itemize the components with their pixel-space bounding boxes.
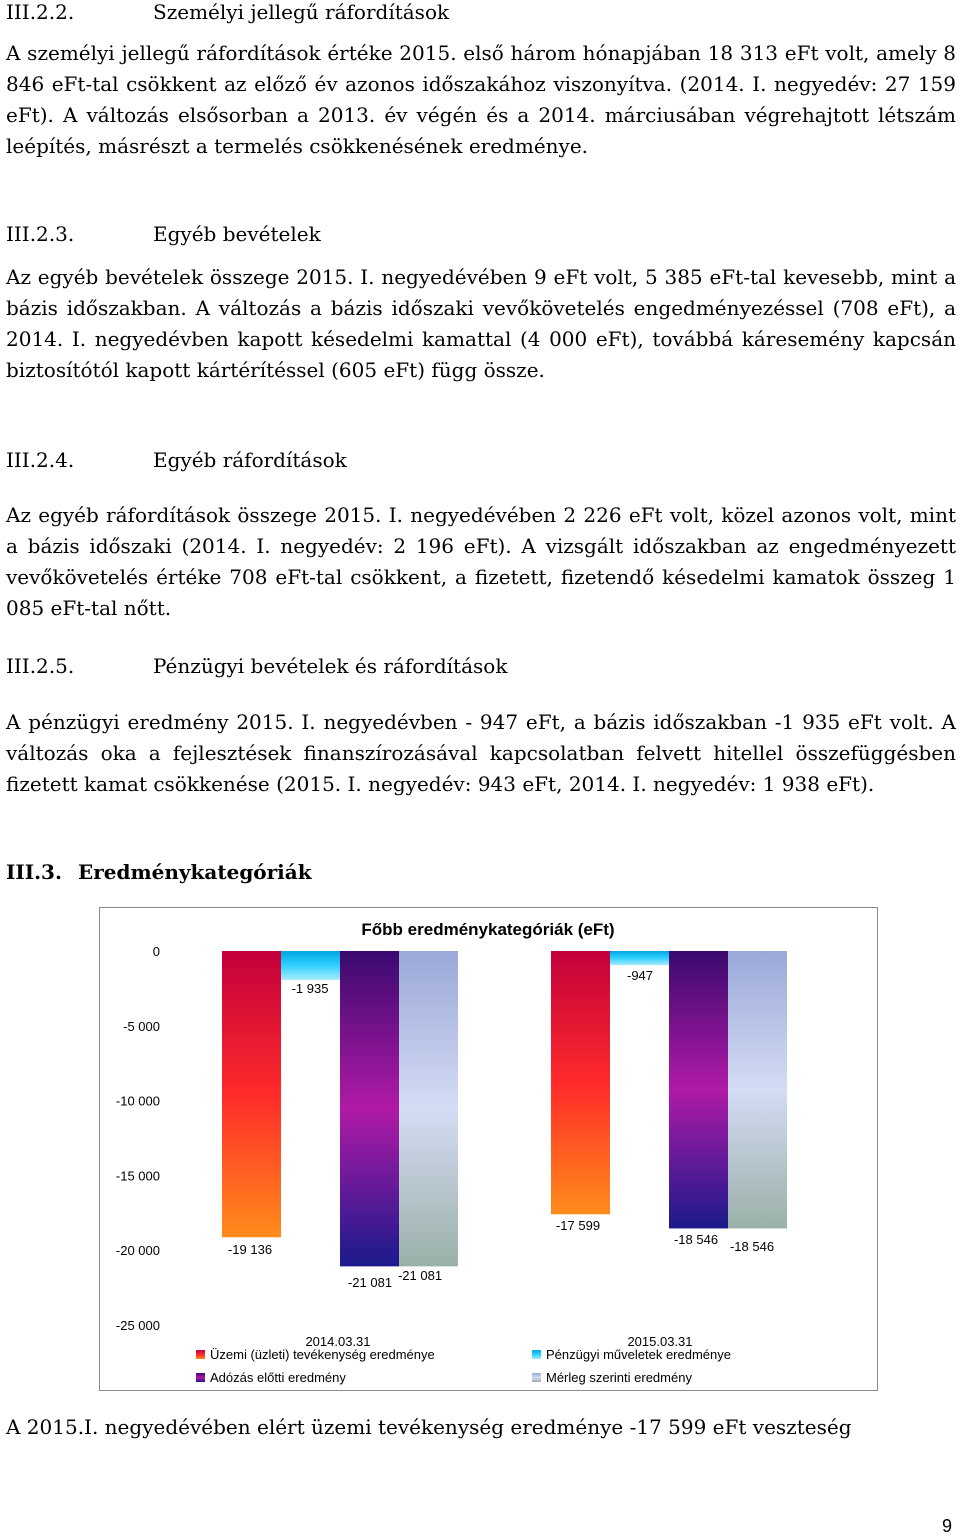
legend-label: Adózás előtti eredmény <box>210 1370 346 1385</box>
legend-swatch <box>532 1373 541 1382</box>
y-tick-label: -20 000 <box>115 1243 160 1259</box>
main-section-number: III.3. <box>6 860 62 884</box>
data-label: -1 935 <box>291 981 329 996</box>
bar <box>281 951 340 980</box>
results-chart-svg <box>100 908 877 1390</box>
legend-label: Mérleg szerinti eredmény <box>546 1370 692 1385</box>
bar <box>399 951 458 1266</box>
bar <box>222 951 281 1237</box>
chart-legend <box>196 1347 731 1385</box>
data-label: -19 136 <box>227 1242 273 1257</box>
y-tick-label: -10 000 <box>115 1093 160 1109</box>
bar <box>669 951 728 1228</box>
y-axis <box>116 944 160 1333</box>
bar <box>610 951 669 965</box>
paragraph-other-income: Az egyéb bevételek összege 2015. I. negyedévében 9 eFt volt, 5 385 eFt-tal kevesebb, mint a bázis időszakban. A változás a bázis időszaki vevőkövetelés engedményezéssel (708 eFt), a 2014. I. negyedévben kapott késedelmi kamattal (4 000 eFt), továbbá káresemény kapcsán biztosítótól kapott kártérítéssel (605 eFt) függ össze. <box>6 265 956 382</box>
x-category-label: 2015.03.31 <box>627 1334 693 1349</box>
section-number: III.2.5. <box>6 654 75 678</box>
legend-swatch <box>196 1350 205 1359</box>
main-section-title: Eredménykategóriák <box>78 860 312 884</box>
data-label: -21 081 <box>347 1275 393 1290</box>
legend-label: Pénzügyi műveletek eredménye <box>546 1347 731 1362</box>
section-number: III.2.2. <box>6 0 75 24</box>
data-label: -18 546 <box>673 1232 719 1247</box>
y-tick-label: 0 <box>152 944 160 959</box>
results-chart <box>99 907 878 1391</box>
section-number: III.2.4. <box>6 448 75 472</box>
data-label: -21 081 <box>397 1268 443 1283</box>
data-label: -18 546 <box>729 1239 775 1254</box>
y-tick-label: -25 000 <box>115 1318 160 1333</box>
chart-bars <box>222 951 787 1290</box>
data-label: -17 599 <box>555 1218 601 1233</box>
chart-title: Főbb eredménykategóriák (eFt) <box>361 920 615 939</box>
legend-swatch <box>532 1350 541 1359</box>
section-title: Egyéb ráfordítások <box>153 448 347 472</box>
paragraph-personal-expenses: A személyi jellegű ráfordítások értéke 2015. első három hónapjában 18 313 eFt volt, amely 8 846 eFt-tal csökkent az előző év azonos időszakához viszonyítva. (2014. I. negyedév: 27 159 eFt). A változás elsősorban a 2013. év végén és a 2014. márciusában végrehajtott létszám leépítés, másrészt a termelés csökkenésének eredménye. <box>6 41 956 158</box>
section-title: Egyéb bevételek <box>153 222 321 246</box>
data-label: -947 <box>626 968 654 983</box>
page-number: 9 <box>941 1516 952 1536</box>
section-number: III.2.3. <box>6 222 75 246</box>
bar <box>551 951 610 1214</box>
legend-swatch <box>196 1373 205 1382</box>
section-title: Pénzügyi bevételek és ráfordítások <box>153 654 508 678</box>
y-tick-label: -15 000 <box>115 1168 160 1184</box>
paragraph-other-expenses: Az egyéb ráfordítások összege 2015. I. negyedévében 2 226 eFt volt, közel azonos volt, mint a bázis időszaki (2014. I. negyedév: 2 196 eFt). A vizsgált időszakban az engedményezett vevőkövetelés értéke 708 eFt-tal csökkent, a fizetett, fizetendő késedelmi kamatok összeg 1 085 eFt-tal nőtt. <box>6 503 956 620</box>
section-title: Személyi jellegű ráfordítások <box>153 0 450 24</box>
closing-sentence: A 2015.I. negyedévében elért üzemi tevékenység eredménye -17 599 eFt veszteség <box>6 1415 852 1439</box>
x-category-label: 2014.03.31 <box>305 1334 371 1349</box>
paragraph-financial: A pénzügyi eredmény 2015. I. negyedévben - 947 eFt, a bázis időszakban -1 935 eFt volt. A változás oka a fejlesztések finanszírozásával kapcsolatban felvett hitellel összefüggésben fizetett kamat csökkenése (2015. I. negyedév: 943 eFt, 2014. I. negyedév: 1 938 eFt). <box>6 710 956 796</box>
bar <box>728 951 787 1228</box>
bar <box>340 951 399 1266</box>
legend-label: Üzemi (üzleti) tevékenység eredménye <box>210 1347 435 1362</box>
y-tick-label: -5 000 <box>123 1018 160 1034</box>
